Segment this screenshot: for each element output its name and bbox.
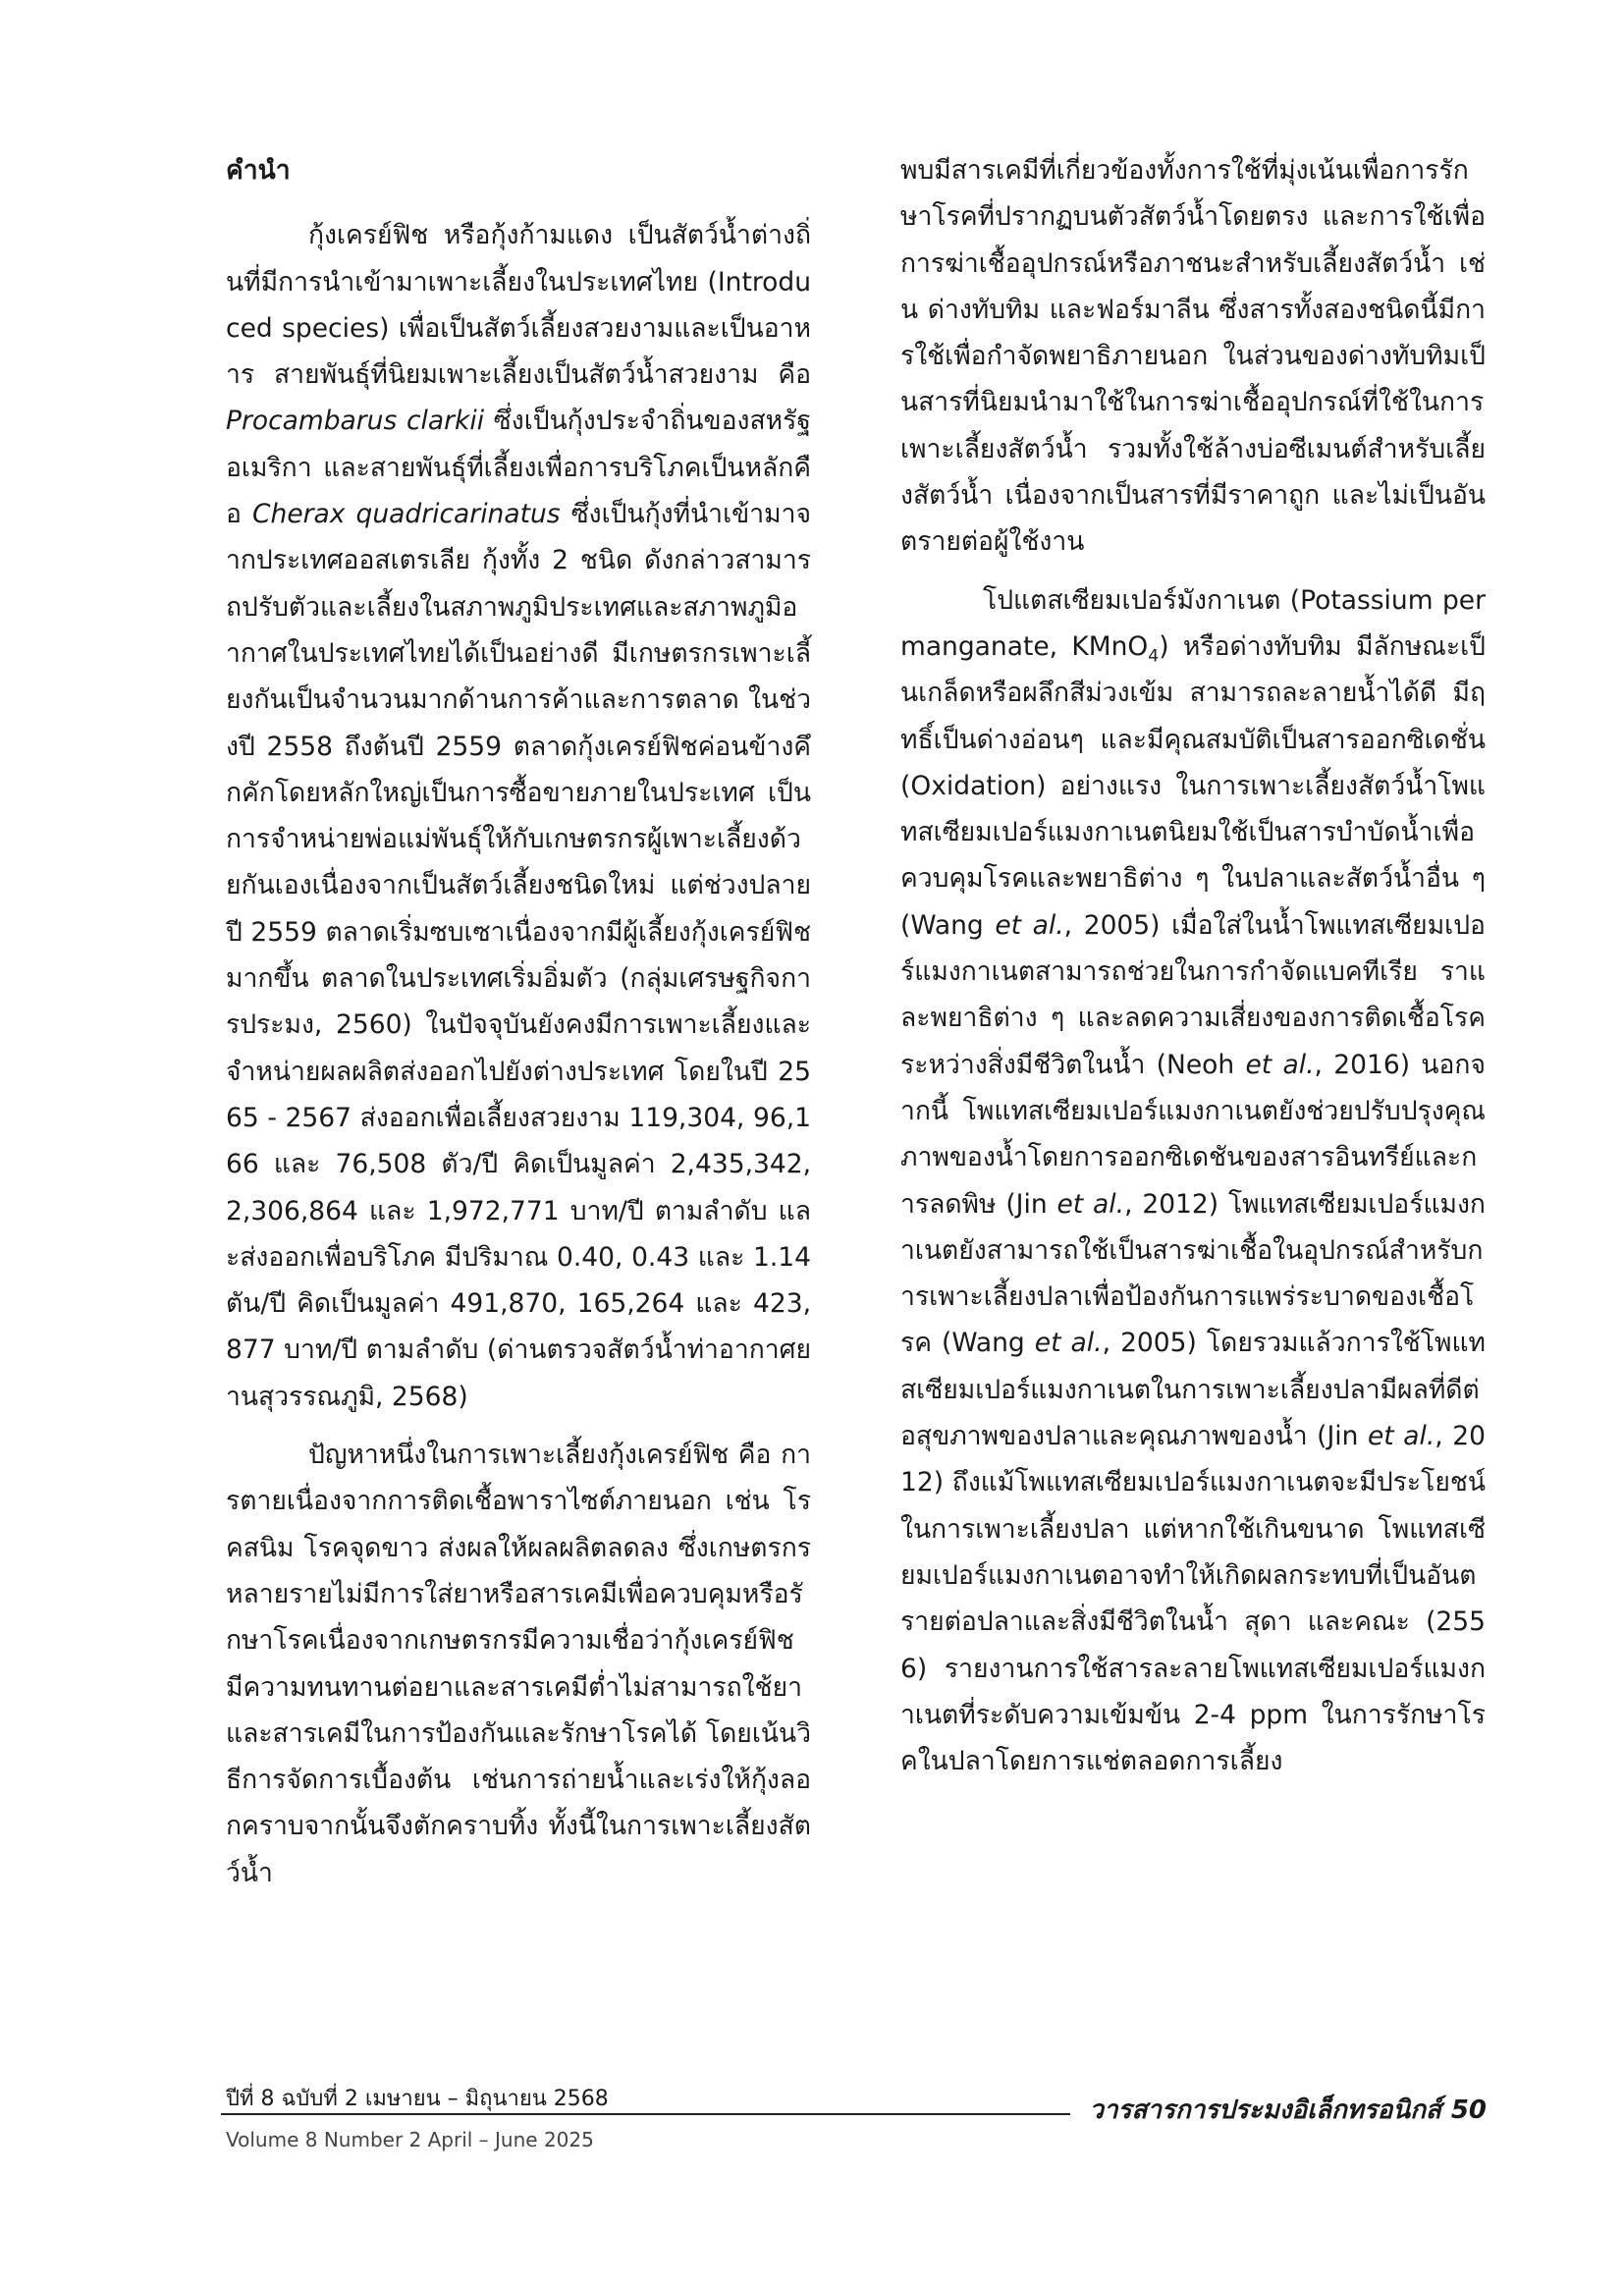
text-run: ซึ่งเป็นกุ้งที่นำเข้ามาจากประเทศออสเตรเลีย กุ้งทั้ง 2 ชนิด ดังกล่าวสามารถปรับตัวและเลี้ยงในสภาพภูมิประเทศและสภาพภูมิอากาศในประเทศไทยได้เป็นอย่างดี มีเกษตรกรเพาะเลี้ยงกันเป็นจำนวนมากด้านการค้าและการตลาด ในช่วงปี 2558 ถึงต้นปี 2559 ตลาดกุ้งเครย์ฟิชค่อนข้างคึกคักโดยหลักใหญ่เป็นการซื้อขายภายในประเทศ เป็นการจำหน่ายพ่อแม่พันธุ์ให้กับเกษตรกรผู้เพาะเลี้ยงด้วยกันเองเนื่องจากเป็นสัตว์เลี้ยงชนิดใหม่ แต่ช่วงปลายปี 2559 ตลาดเริ่มซบเซาเนื่องจากมีผู้เลี้ยงกุ้งเครย์ฟิชมากขึ้น ตลาดในประเทศเริ่มอิ่มตัว (กลุ่มเศรษฐกิจการประมง, 2560) ในปัจจุบันยังคงมีการเพาะเลี้ยงและจำหน่ายผลผลิตส่งออกไปยังต่างประเทศ โดยในปี 2565 - 2567 ส่งออกเพื่อเลี้ยงสวยงาม 119,304, 96,166 และ 76,508 ตัว/ปี คิดเป็นมูลค่า 2,435,342, 2,306,864 และ 1,972,771 บาท/ปี ตามลำดับ และส่งออกเพื่อบริโภค มีปริมาณ 0.40, 0.43 และ 1.14 ตัน/ปี คิดเป็นมูลค่า 491,870, 165,264 และ 423,877 บาท/ปี ตามลำดับ (ด่านตรวจสัตว์น้ำท่าอากาศยานสุวรรณภูมิ, 2568) [226,499,811,1412]
journal-title: วารสารการประมงอิเล็กทรอนิกส์ [1089,2096,1441,2125]
text-run: , 2012) โพแทสเซียมเปอร์แมงกาเนตยังสามารถใช้เป็นสารฆ่าเชื้อในอุปกรณ์สำหรับการเพาะเลี้ยงปลาเพื่อป้องกันการแพร่ระบาดของเชื้อโรค (Wang [900,1188,1486,1359]
text-run: ซึ่งเป็นกุ้งประจำถิ่นของสหรัฐอเมริกา และสายพันธุ์ที่เลี้ยงเพื่อการบริโภคเป็นหลักคือ [226,406,811,530]
section-heading: คำนำ [226,155,291,186]
paragraph-continued [900,147,1486,566]
footer-issue-thai: ปีที่ 8 ฉบับที่ 2 เมษายน – มิถุนายน 2568 [226,2087,609,2111]
paragraph-intro-1 [226,212,811,1420]
page-number: 50 [1450,2096,1487,2125]
subscript: 4 [1148,646,1160,667]
left-column [226,147,811,1896]
italic-term: et al. [1368,1421,1435,1452]
italic-term: Cherax quadricarinatus [252,499,561,530]
paragraph-intro-2 [226,1432,811,1896]
italic-term: et al. [1056,1188,1125,1220]
text-run: ปัญหาหนึ่งในการเพาะเลี้ยงกุ้งเครย์ฟิช คือ การตายเนื่องจากการติดเชื้อพาราไซต์ภายนอก เช่น โรคสนิม โรคจุดขาว ส่งผลให้ผลผลิตลดลง ซึ่งเกษตรกรหลายรายไม่มีการใส่ยาหรือสารเคมีเพื่อควบคุมหรือรักษาโรคเนื่องจากเกษตรกรมีความเชื่อว่ากุ้งเครย์ฟิชมีความทนทานต่อยาและสารเคมีต่ำไม่สามารถใช้ยาและสารเคมีในการป้องกันและรักษาโรคได้ โดยเน้นวิธีการจัดการเบื้องต้น เช่นการถ่ายน้ำและเร่งให้กุ้งลอกคราบจากนั้นจึงตักคราบทิ้ง ทั้งนี้ในการเพาะเลี้ยงสัตว์น้ำ [226,1440,811,1888]
text-run: โปแตสเซียมเปอร์มังกาเนต (Potassium permanganate, KMnO [900,584,1486,662]
text-run: , 2012) ถึงแม้โพแทสเซียมเปอร์แมงกาเนตจะมีประโยชน์ในการเพาะเลี้ยงปลา แต่หากใช้เกินขนาด โพแทสเซียมเปอร์แมงกาเนตอาจทำให้เกิดผลกระทบที่เป็นอันตรายต่อปลาและสิ่งมีชีวิตในน้ำ สุดา และคณะ (2556) รายงานการใช้สารละลายโพแทสเซียมเปอร์แมงกาเนตที่ระดับความเข้มข้น 2-4 ppm ในการรักษาโรคในปลาโดยการแช่ตลอดการเลี้ยง [900,1421,1486,1777]
italic-term: Procambarus clarkii [226,406,485,437]
paragraph-permanganate [900,577,1486,1785]
italic-term: et al. [995,909,1064,941]
text-run: พบมีสารเคมีที่เกี่ยวข้องทั้งการใช้ที่มุ่งเน้นเพื่อการรักษาโรคที่ปรากฏบนตัวสัตว์น้ำโดยตรง และการใช้เพื่อการฆ่าเชื้ออุปกรณ์หรือภาชนะสำหรับเลี้ยงสัตว์น้ำ เช่น ด่างทับทิม และฟอร์มาลีน ซึ่งสารทั้งสองชนิดนี้มีการใช้เพื่อกำจัดพยาธิภายนอก ในส่วนของด่างทับทิมเป็นสารที่นิยมนำมาใช้ในการฆ่าเชื้ออุปกรณ์ที่ใช้ในการเพาะเลี้ยงสัตว์น้ำ รวมทั้งใช้ล้างบ่อซีเมนต์สำหรับเลี้ยงสัตว์น้ำ เนื่องจากเป็นสารที่มีราคาถูก และไม่เป็นอันตรายต่อผู้ใช้งาน [900,155,1486,558]
text-run: , 2005) โดยรวมแล้วการใช้โพแทสเซียมเปอร์แมงกาเนตในการเพาะเลี้ยงปลามีผลที่ดีต่อสุขภาพของปลาและคุณภาพของน้ำ (Jin [900,1328,1486,1452]
text-run: กุ้งเครย์ฟิช หรือกุ้งก้ามแดง เป็นสัตว์น้ำต่างถิ่นที่มีการนำเข้ามาเพาะเลี้ยงในประเทศไทย (Introduced species) เพื่อเป็นสัตว์เลี้ยงสวยงามและเป็นอาหาร สายพันธุ์ที่นิยมเพาะเลี้ยงเป็นสัตว์น้ำสวยงาม คือ [226,220,811,391]
text-run: , 2016) นอกจากนี้ โพแทสเซียมเปอร์แมงกาเนตยังช่วยปรับปรุงคุณภาพของน้ำโดยการออกซิเดชันของสารอินทรีย์และการลดพิษ (Jin [900,1049,1486,1220]
footer-issue-english: Volume 8 Number 2 April – June 2025 [226,2128,594,2151]
italic-term: et al. [1034,1328,1103,1359]
text-run: , 2005) เมื่อใส่ในน้ำโพแทสเซียมเปอร์แมงกาเนตสามารถช่วยในการกำจัดแบคทีเรีย ราและพยาธิต่าง ๆ และลดความเสี่ยงของการติดเชื้อโรคระหว่างสิ่งมีชีวิตในน้ำ (Neoh [900,909,1486,1080]
text-run: ) หรือด่างทับทิม มีลักษณะเป็นเกล็ดหรือผลึกสีม่วงเข้ม สามารถละลายน้ำได้ดี มีฤทธิ์เป็นด่างอ่อนๆ และมีคุณสมบัติเป็นสารออกซิเดชั่น (Oxidation) อย่างแรง ในการเพาะเลี้ยงสัตว์น้ำโพแทสเซียมเปอร์แมงกาเนตนิยมใช้เป็นสารบำบัดน้ำเพื่อควบคุมโรคและพยาธิต่าง ๆ ในปลาและสัตว์น้ำอื่น ๆ (Wang [900,630,1486,941]
right-column [900,147,1486,1784]
italic-term: et al. [1245,1049,1315,1080]
footer-rule-right [461,2113,1070,2115]
footer-journal [1089,2095,1487,2126]
